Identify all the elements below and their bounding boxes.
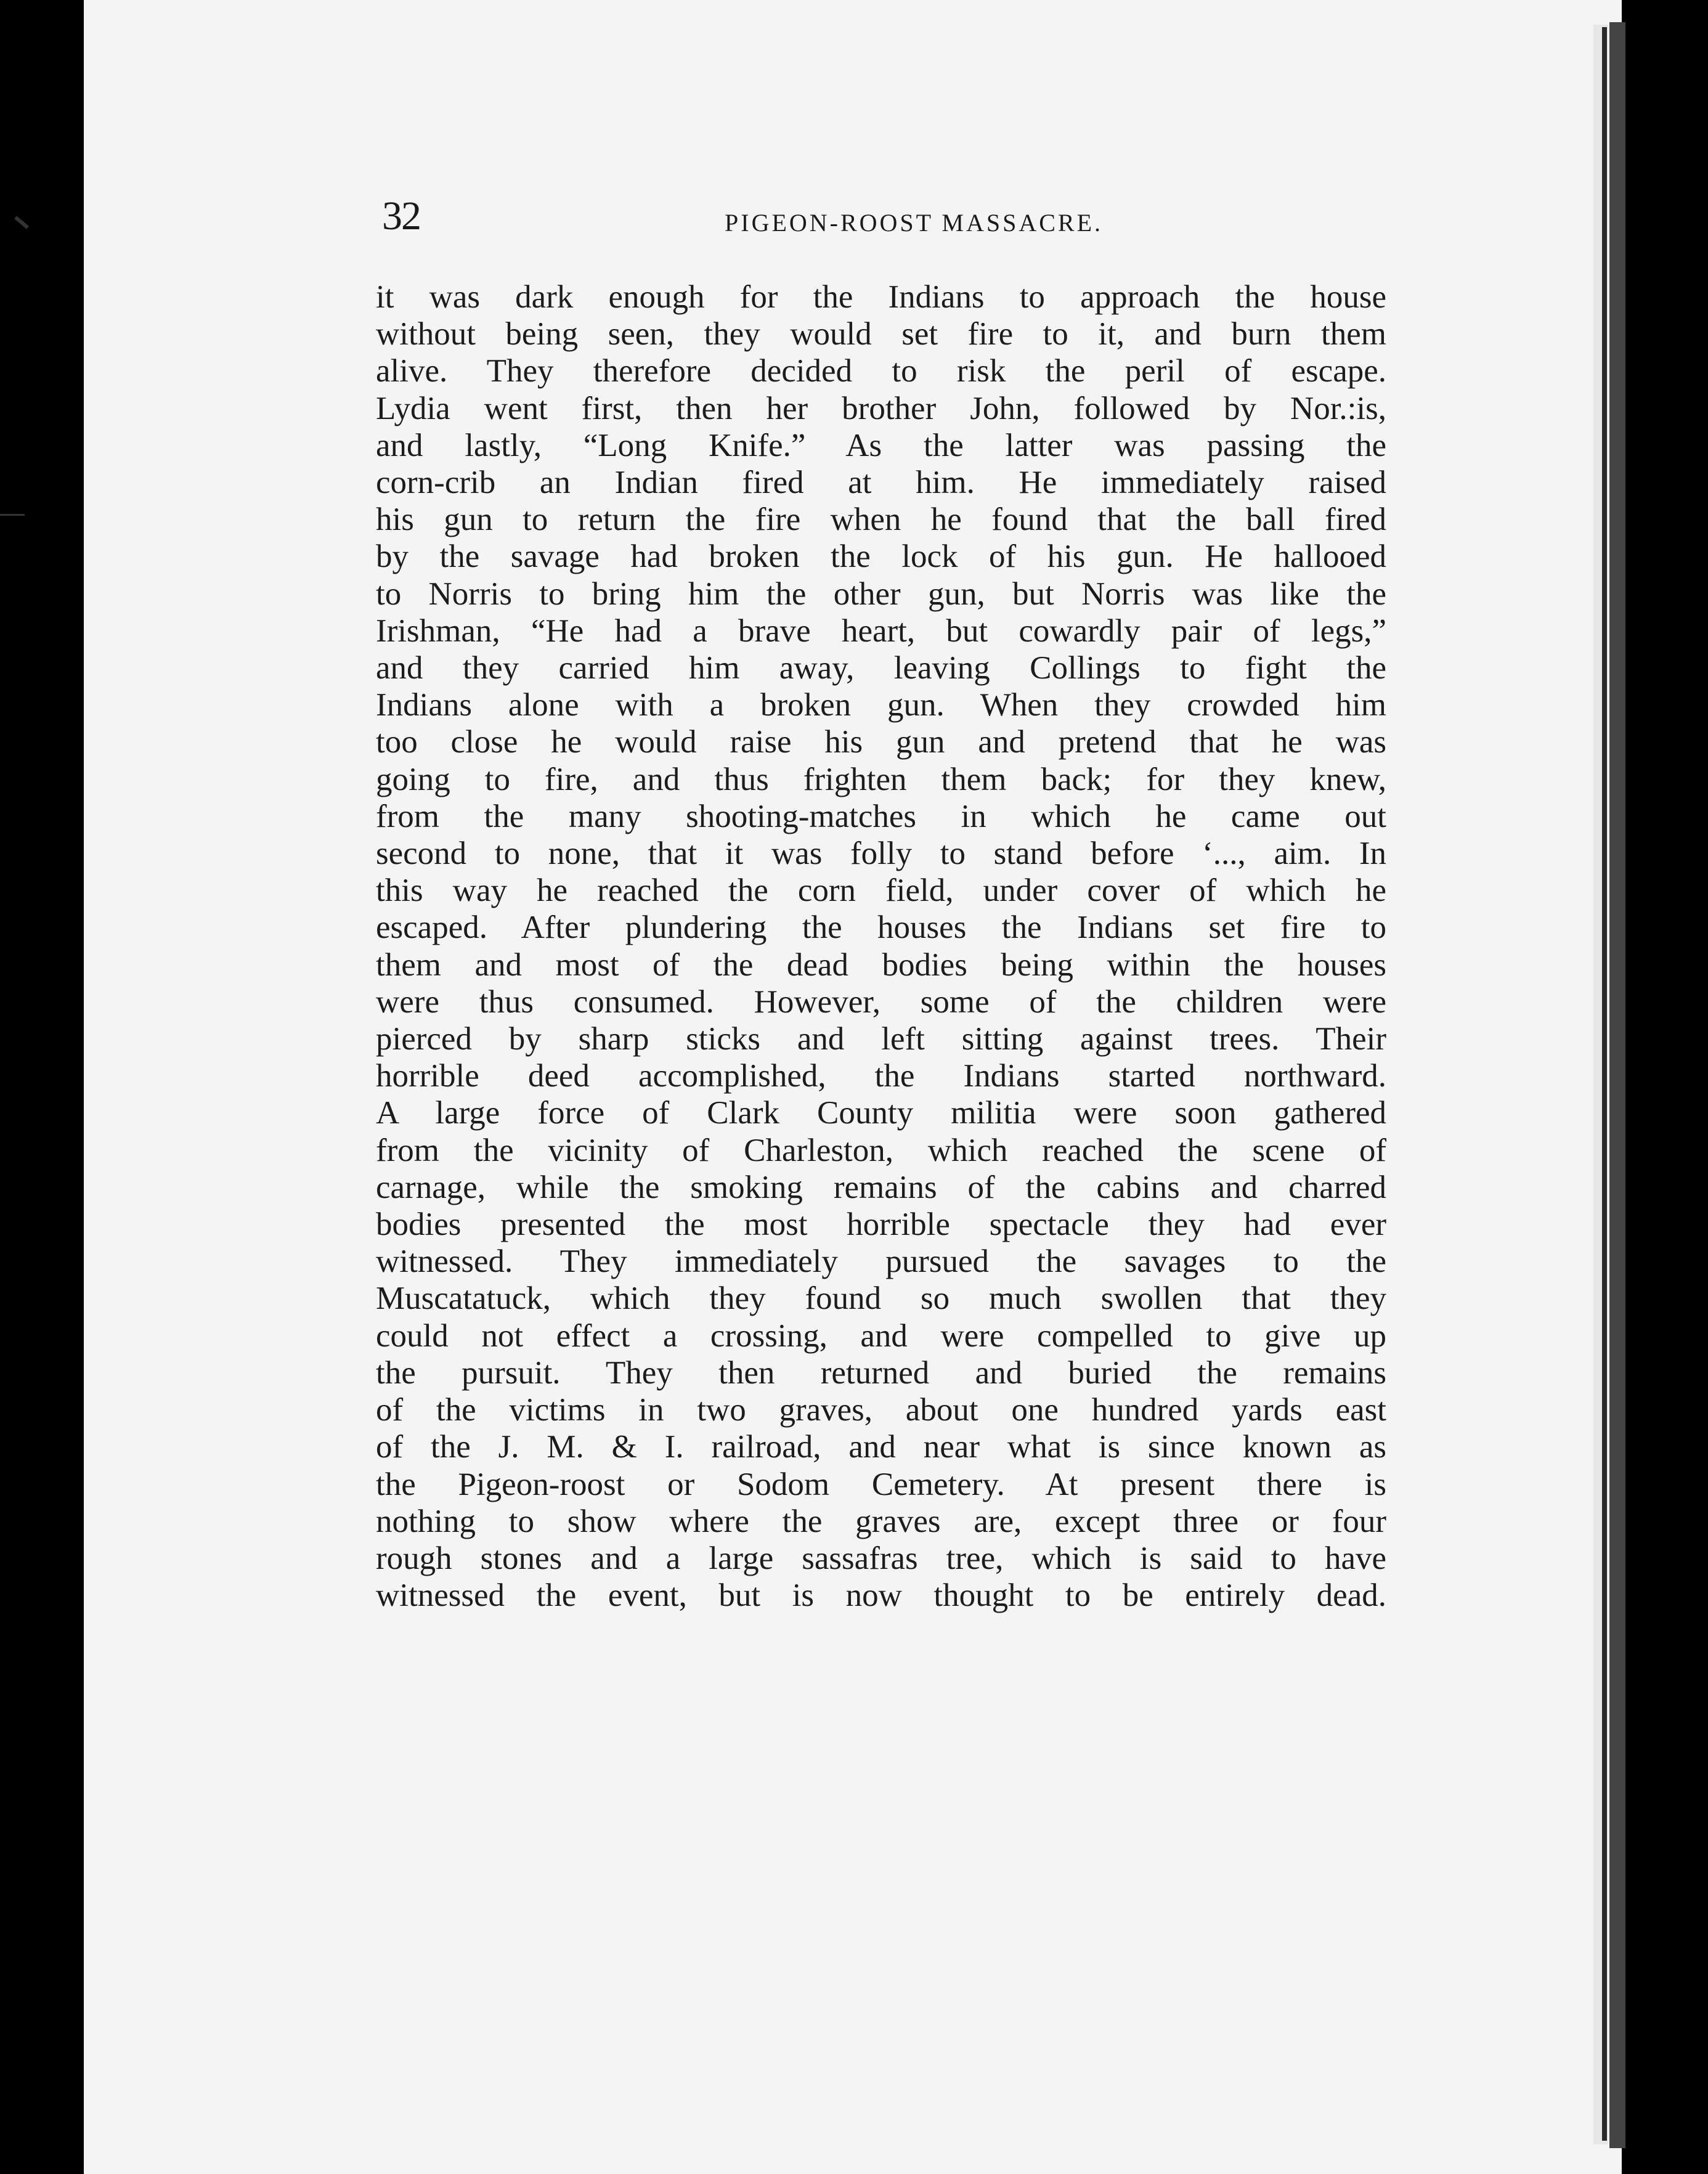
- page-edge-binding: [1602, 27, 1607, 2141]
- text-line: and they carried him away, leaving Collings to fight the: [376, 650, 1386, 686]
- text-line: the pursuit. They then returned and buried the remains: [376, 1354, 1386, 1391]
- text-line: rough stones and a large sassafras tree, which is said to have: [376, 1540, 1386, 1576]
- running-title: PIGEON-ROOST MASSACRE.: [725, 209, 1104, 237]
- text-line: his gun to return the fire when he found that the ball fired: [376, 502, 1386, 538]
- text-line: carnage, while the smoking remains of the cabins and charred: [376, 1169, 1386, 1205]
- text-line: of the victims in two graves, about one hundred yards east: [376, 1392, 1386, 1428]
- text-line: witnessed. They immediately pursued the savages to the: [376, 1244, 1386, 1280]
- text-line: corn-crib an Indian fired at him. He immediately raised: [376, 465, 1386, 501]
- text-line: bodies presented the most horrible spectacle they had ever: [376, 1207, 1386, 1243]
- text-line: by the savage had broken the lock of his gun. He hallooed: [376, 539, 1386, 575]
- text-line: witnessed the event, but is now thought to be entirely dead.: [376, 1578, 1386, 1614]
- text-line: Lydia went first, then her brother John, followed by Nor.:is,: [376, 390, 1386, 426]
- page-number: 32: [382, 193, 420, 238]
- text-line: were thus consumed. However, some of the children were: [376, 983, 1386, 1020]
- page-edge-shadow: [1609, 22, 1625, 2148]
- text-line: nothing to show where the graves are, except three or four: [376, 1503, 1386, 1539]
- text-line: too close he would raise his gun and pretend that he was: [376, 724, 1386, 760]
- body-text: [376, 279, 1386, 1614]
- text-line: second to none, that it was folly to stand before ‘..., aim. In: [376, 836, 1386, 872]
- text-line: them and most of the dead bodies being within the houses: [376, 947, 1386, 983]
- text-line: Indians alone with a broken gun. When they crowded him: [376, 687, 1386, 723]
- text-line: from the vicinity of Charleston, which reached the scene of: [376, 1132, 1386, 1168]
- scan-mark-top-left: [14, 216, 29, 229]
- text-line: without being seen, they would set fire to it, and burn them: [376, 316, 1386, 352]
- text-line: the Pigeon-roost or Sodom Cemetery. At present there is: [376, 1466, 1386, 1502]
- text-line: to Norris to bring him the other gun, but Norris was like the: [376, 576, 1386, 612]
- text-line: Irishman, “He had a brave heart, but cowardly pair of legs,”: [376, 613, 1386, 649]
- text-line: alive. They therefore decided to risk the peril of escape.: [376, 353, 1386, 389]
- text-line: it was dark enough for the Indians to approach the house: [376, 279, 1386, 315]
- scan-mark-left: [0, 514, 25, 516]
- text-line: pierced by sharp sticks and left sitting against trees. Their: [376, 1021, 1386, 1057]
- text-line: escaped. After plundering the houses the Indians set fire to: [376, 910, 1386, 946]
- text-line: from the many shooting-matches in which he came out: [376, 798, 1386, 834]
- text-line: going to fire, and thus frighten them back; for they knew,: [376, 761, 1386, 797]
- text-line: Muscatatuck, which they found so much swollen that they: [376, 1280, 1386, 1317]
- text-line: this way he reached the corn field, under cover of which he: [376, 873, 1386, 909]
- text-line: of the J. M. & I. railroad, and near what is since known as: [376, 1429, 1386, 1465]
- text-line: horrible deed accomplished, the Indians started northward.: [376, 1058, 1386, 1094]
- text-line: A large force of Clark County militia were soon gathered: [376, 1095, 1386, 1131]
- text-line: could not effect a crossing, and were compelled to give up: [376, 1317, 1386, 1354]
- text-line: and lastly, “Long Knife.” As the latter was passing the: [376, 427, 1386, 463]
